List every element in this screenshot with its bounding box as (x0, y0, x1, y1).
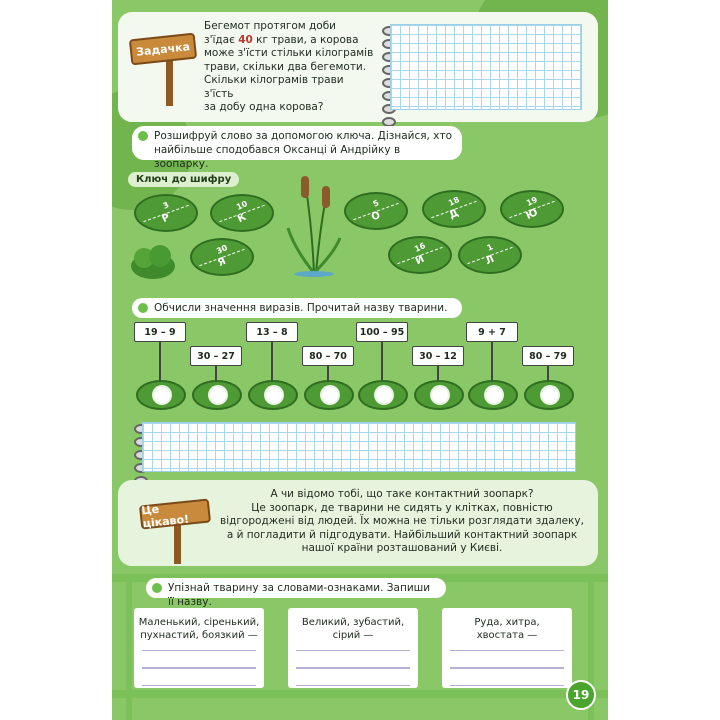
answer-lily-pad[interactable] (248, 380, 298, 410)
answer-lily-pad[interactable] (414, 380, 464, 410)
answer-grid[interactable] (142, 422, 576, 472)
flower-icon (432, 387, 448, 403)
riddle-card: Великий, зубастий, сірий — (288, 608, 418, 688)
answer-lines[interactable] (142, 650, 256, 668)
answer-lines[interactable] (296, 650, 410, 668)
answer-lily-pad[interactable] (524, 380, 574, 410)
cattail-reeds-icon (284, 168, 344, 278)
expression-box: 80 – 79 (522, 346, 574, 366)
fence-post (126, 574, 132, 720)
flower-icon (376, 387, 392, 403)
expression-box: 19 – 9 (134, 322, 186, 342)
answer-lines[interactable] (450, 650, 564, 668)
bullet-dot (138, 303, 148, 313)
expression-box: 100 – 95 (356, 322, 408, 342)
bullet-dot (152, 583, 162, 593)
expression-box: 80 – 70 (302, 346, 354, 366)
expression-box: 9 + 7 (466, 322, 518, 342)
fact-text: А чи відомо тобі, що таке контактний зоопарк? Це зоопарк, де тварини не сидять у клітках, повністю відгороджені від людей. Їх можна не тільки розглядати здалеку, а й погладити й підгодувати. Найбільший контактний зоопарк нашої країни розташований у Києві. (220, 488, 584, 554)
cipher-key-label: Ключ до шифру (128, 172, 239, 187)
lily-pad: 10 К (210, 194, 274, 232)
flower-icon (322, 387, 338, 403)
task-sign (128, 30, 198, 110)
flower-icon (486, 387, 502, 403)
lily-pad: 19 Ю (500, 190, 564, 228)
lily-pad: 18 Д (422, 190, 486, 228)
page-number: 19 (566, 680, 596, 710)
flower-icon (210, 387, 226, 403)
answer-lily-pad[interactable] (136, 380, 186, 410)
lily-pad: 30 Я (190, 238, 254, 276)
task1-text: Бегемот протягом доби з'їдає 40 кг трави, а корова може з'їсти стільки кілограмів трави, скільки два бегемоти. Скільки кілограмів трави з'їсть за добу одна корова? (204, 20, 374, 113)
lily-pad: 1 Л (458, 236, 522, 274)
flower-icon (154, 387, 170, 403)
answer-grid[interactable] (390, 24, 582, 110)
bush-icon (128, 240, 178, 280)
answer-lily-pad[interactable] (304, 380, 354, 410)
flower-icon (266, 387, 282, 403)
lily-pad: 3 Р (134, 194, 198, 232)
highlight-number: 40 (238, 33, 253, 46)
expression-box: 30 – 12 (412, 346, 464, 366)
fact-sign-label: Це цікаво! (139, 498, 211, 529)
task3-instruction: Обчисли значення виразів. Прочитай назву тварини. (132, 298, 462, 318)
task-sign-label: Задачка (129, 33, 197, 66)
answer-lily-pad[interactable] (358, 380, 408, 410)
expression-box: 30 – 27 (190, 346, 242, 366)
task4-instruction: Упізнай тварину за словами-ознаками. Запиши її назву. (146, 578, 446, 598)
fence-rail (112, 690, 608, 698)
answer-lines[interactable] (296, 668, 410, 686)
answer-lines[interactable] (450, 668, 564, 686)
fact-sign (140, 494, 210, 564)
riddle-card: Маленький, сіренький, пухнастий, боязкий — (134, 608, 264, 688)
answer-lily-pad[interactable] (468, 380, 518, 410)
workbook-page (112, 0, 608, 720)
expression-box: 13 – 8 (246, 322, 298, 342)
lily-pad: 16 И (388, 236, 452, 274)
flower-icon (542, 387, 558, 403)
lily-pad: 5 О (344, 192, 408, 230)
task2-instruction: Розшифруй слово за допомогою ключа. Дізнайся, хто найбільше сподобався Оксанці й Андрійку в зоопарку. (132, 126, 462, 160)
riddle-card: Руда, хитра, хвостата — (442, 608, 572, 688)
answer-lily-pad[interactable] (192, 380, 242, 410)
answer-lines[interactable] (142, 668, 256, 686)
bullet-dot (138, 131, 148, 141)
